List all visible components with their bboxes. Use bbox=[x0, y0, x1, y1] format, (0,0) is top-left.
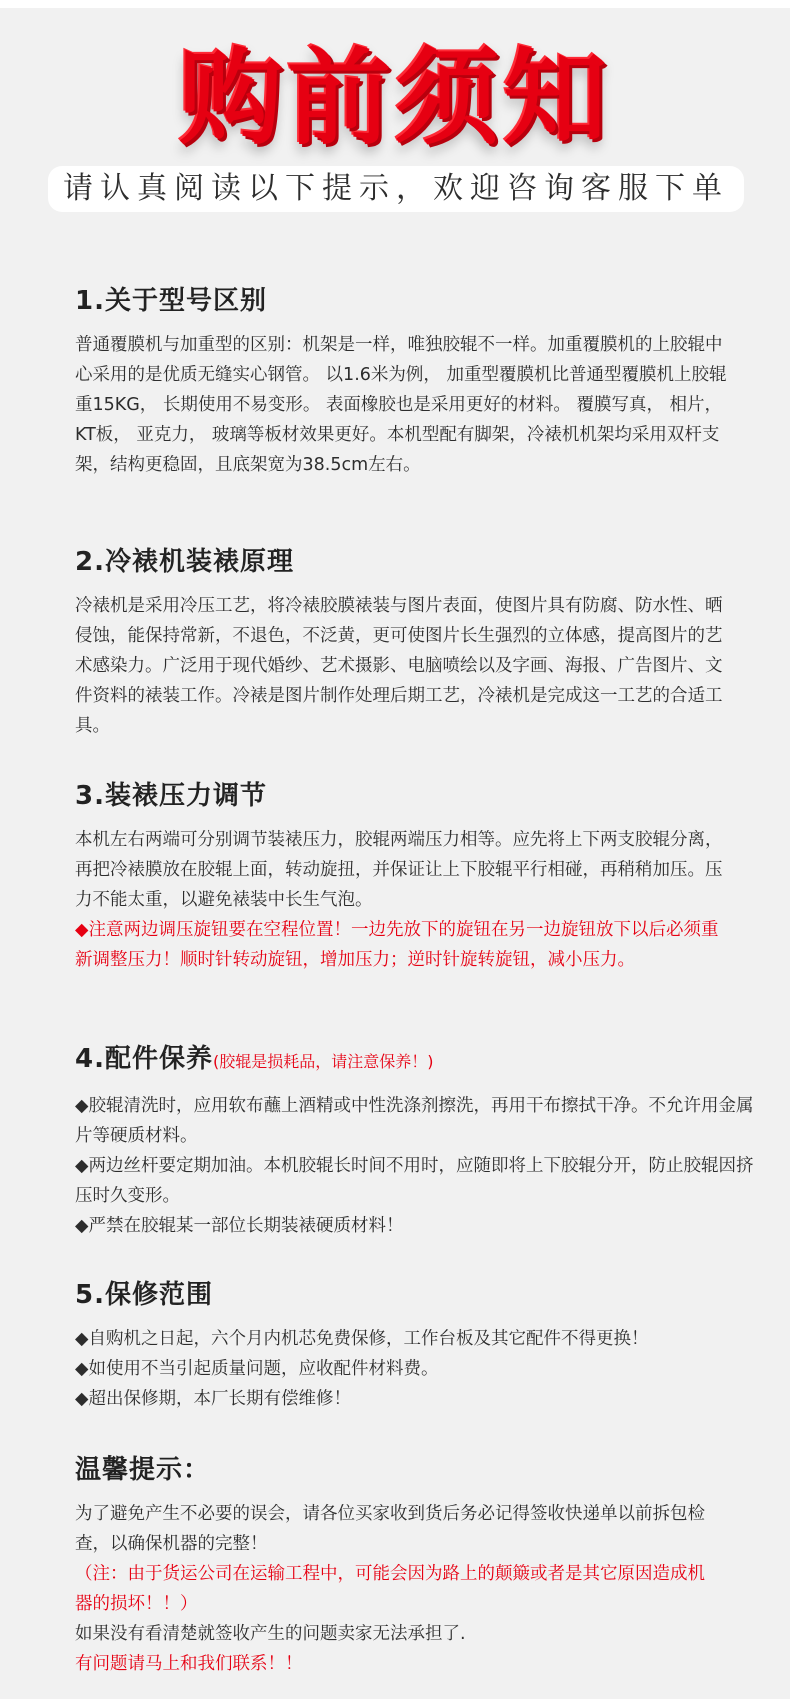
warning-text: ◆注意两边调压旋钮要在空程位置！一边先放下的旋钮在另一边旋钮放下以后必须重新调整压力！顺时针转动旋钮，增加压力；逆时针旋转旋钮，减小压力。 bbox=[75, 920, 719, 970]
section-heading: 1.关于型号区别 bbox=[75, 286, 267, 316]
section-tips bbox=[75, 1453, 755, 1679]
tips-red-note: （注：由于货运公司在运输工程中，可能会因为路上的颠簸或者是其它原因造成机器的损坏！！） bbox=[75, 1564, 705, 1614]
list-item: ◆两边丝杆要定期加油。本机胶辊长时间不用时，应随即将上下胶辊分开，防止胶辊因挤压时久变形。 bbox=[75, 1156, 754, 1206]
tips-text: 为了避免产生不必要的误会，请各位买家收到货后务必记得签收快递单以前拆包检查，以确保机器的完整！ bbox=[75, 1504, 705, 1554]
section-text: 冷裱机是采用冷压工艺，将冷裱胶膜裱装与图片表面，使图片具有防腐、防水性、晒侵蚀，能保持常新，不退色，不泛黄，更可使图片长生强烈的立体感，提高图片的艺术感染力。广泛用于现代婚纱、艺术摄影、电脑喷绘以及字画、海报、广告图片、文件资料的裱装工作。冷裱是图片制作处理后期工艺，冷裱机是完成这一工艺的合适工具。 bbox=[75, 596, 723, 736]
section-principle bbox=[75, 545, 755, 741]
section-heading: 4.配件保养 bbox=[75, 1044, 213, 1074]
subtitle-banner: 请认真阅读以下提示，欢迎咨询客服下单 bbox=[48, 166, 744, 212]
list-item: ◆胶辊清洗时，应用软布蘸上酒精或中性洗涤剂擦洗，再用干布擦拭干净。不允许用金属片等硬质材料。 bbox=[75, 1096, 754, 1146]
list-item: ◆如使用不当引起质量问题，应收配件材料费。 bbox=[75, 1359, 439, 1379]
section-maintenance bbox=[75, 1042, 755, 1241]
section-warranty bbox=[75, 1278, 755, 1414]
section-heading-row bbox=[75, 1042, 755, 1079]
section-heading: 2.冷裱机装裱原理 bbox=[75, 547, 294, 577]
section-text: 本机左右两端可分别调节装裱压力，胶辊两端压力相等。应先将上下两支胶辊分离，再把冷裱膜放在胶辊上面，转动旋扭，并保证让上下胶辊平行相碰，再稍稍加压。压力不能太重，以避免裱装中长生气泡。 bbox=[75, 830, 723, 910]
heading-note: (胶辊是损耗品，请注意保养！) bbox=[212, 1052, 434, 1071]
section-heading: 温馨提示： bbox=[75, 1455, 211, 1485]
page-title: 购前须知 bbox=[178, 37, 611, 159]
section-heading: 5.保修范围 bbox=[75, 1280, 213, 1310]
section-heading: 3.装裱压力调节 bbox=[75, 781, 267, 811]
tips-closing: 如果没有看清楚就签收产生的问题卖家无法承担了. bbox=[75, 1624, 466, 1644]
list-item: ◆自购机之日起，六个月内机芯免费保修，工作台板及其它配件不得更换！ bbox=[75, 1329, 649, 1349]
list-item: ◆严禁在胶辊某一部位长期装裱硬质材料！ bbox=[75, 1216, 404, 1236]
section-pressure-adjust bbox=[75, 779, 755, 975]
contact-note: 有问题请马上和我们联系！！ bbox=[75, 1654, 303, 1674]
section-model-difference bbox=[75, 284, 755, 480]
list-item: ◆超出保修期，本厂长期有偿维修！ bbox=[75, 1389, 351, 1409]
section-text: 普通覆膜机与加重型的区别：机架是一样，唯独胶辊不一样。加重覆膜机的上胶辊中心采用的是优质无缝实心钢管。 以1.6米为例， 加重型覆膜机比普通型覆膜机上胶辊重15KG， 长期使用不易变形。 表面橡胶也是采用更好的材料。 覆膜写真， 相片， KT板， 亚克力， 玻璃等板材效果更好。本机型配有脚架，冷裱机机架均采用双杆支架，结构更稳固，且底架宽为38.5cm左右。 bbox=[75, 335, 727, 475]
